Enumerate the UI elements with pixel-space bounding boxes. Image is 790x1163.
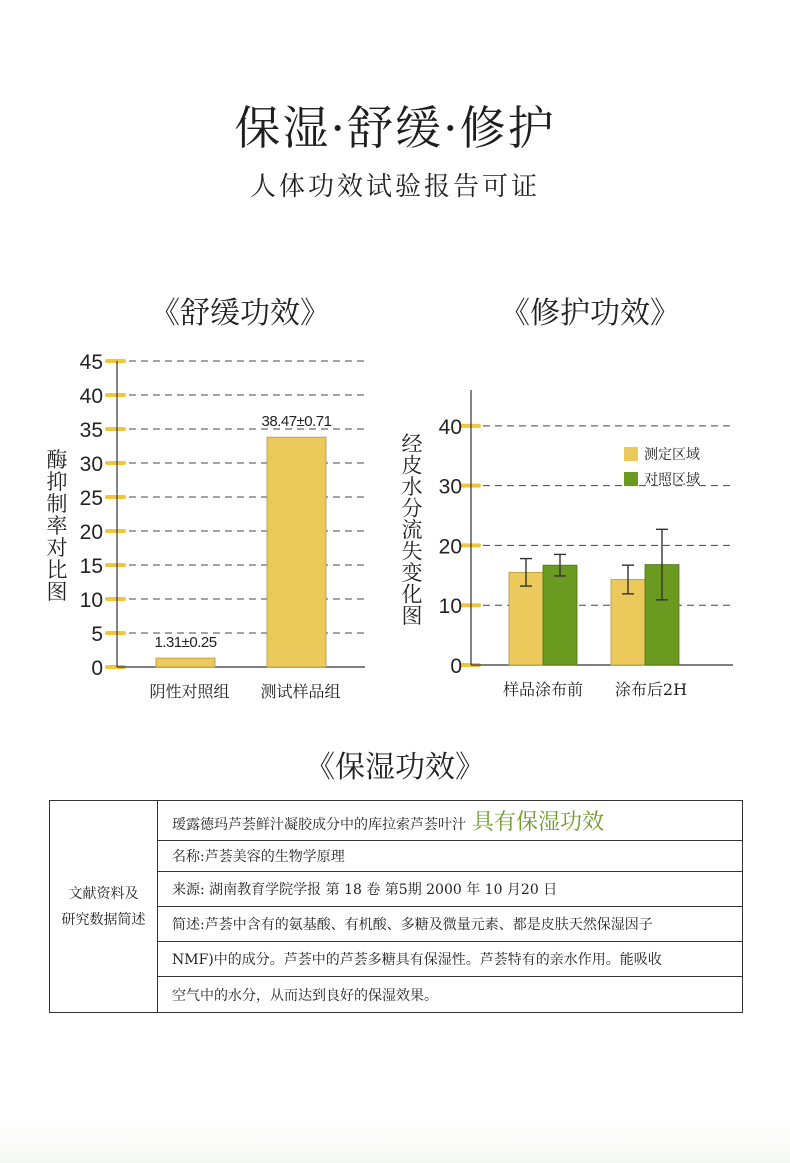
x-category-label: 样品涂布前: [502, 680, 584, 699]
literature-table-header: [50, 801, 158, 1013]
legend-swatch: [624, 472, 638, 486]
row-source: 来源: 湖南教育学院学报 第 18 卷 第5期 2000 年 10 月20 日: [158, 872, 743, 907]
ingredient-text: 瑷露德玛芦荟鲜汁凝胶成分中的库拉索芦荟叶汁: [172, 817, 466, 833]
x-category-label: 涂布后2H: [614, 680, 688, 699]
y-tick-label: 20: [438, 535, 462, 559]
page-subtitle: 人体功效试验报告可证: [249, 172, 540, 202]
x-category-label: 测试样品组: [260, 682, 341, 701]
y-tick-label: 10: [438, 595, 462, 619]
moisture-highlight: 具有保湿功效: [472, 810, 605, 835]
y-axis-label: 经皮水分流失变化图: [401, 432, 423, 628]
row-name: 名称:芦荟美容的生物学原理: [158, 841, 743, 872]
y-axis-label: 酶抑制率对比图: [46, 448, 68, 604]
y-tick-label: 35: [79, 419, 103, 442]
y-tick-label: 30: [438, 475, 462, 499]
y-tick-label: 0: [91, 657, 103, 680]
page-title: 保湿·舒缓·修护: [234, 101, 556, 155]
y-tick-label: 10: [79, 589, 103, 612]
y-tick-label: 15: [79, 555, 103, 578]
y-tick-label: 0: [450, 655, 462, 678]
literature-table: [49, 800, 743, 1013]
y-tick-label: 40: [79, 385, 103, 408]
x-category-label: 阴性对照组: [149, 682, 230, 701]
row-summary-1: 简述:芦荟中含有的氨基酸、有机酸、多糖及微量元素、都是皮肤天然保湿因子: [158, 907, 743, 942]
legend-label: 对照区域: [644, 472, 700, 488]
header-line-1: 文献资料及: [68, 885, 139, 902]
moisture-section-title: 《保湿功效》: [305, 750, 485, 785]
y-tick-label: 40: [438, 415, 462, 439]
header-line-2: 研究数据简述: [61, 911, 146, 928]
data-label: 1.31±0.25: [154, 634, 217, 652]
y-tick-label: 30: [79, 453, 103, 476]
y-tick-label: 20: [79, 521, 103, 544]
y-tick-label: 45: [79, 351, 103, 374]
y-tick-label: 25: [79, 487, 103, 510]
soothing-chart-title: 《舒缓功效》: [150, 296, 330, 331]
repair-chart-title: 《修护功效》: [500, 296, 680, 331]
row-summary-2: NMF)中的成分。芦荟中的芦荟多糖具有保湿性。芦荟特有的亲水作用。能吸收: [158, 942, 743, 977]
legend-label: 测定区域: [644, 447, 700, 463]
bar: [543, 565, 577, 665]
legend-swatch: [624, 447, 638, 461]
y-tick-label: 5: [91, 623, 103, 646]
row-summary-3: 空气中的水分，从而达到良好的保湿效果。: [158, 977, 743, 1013]
bottom-band: [0, 1120, 790, 1163]
data-label: 38.47±0.71: [261, 413, 332, 431]
row-ingredient: [158, 801, 743, 841]
